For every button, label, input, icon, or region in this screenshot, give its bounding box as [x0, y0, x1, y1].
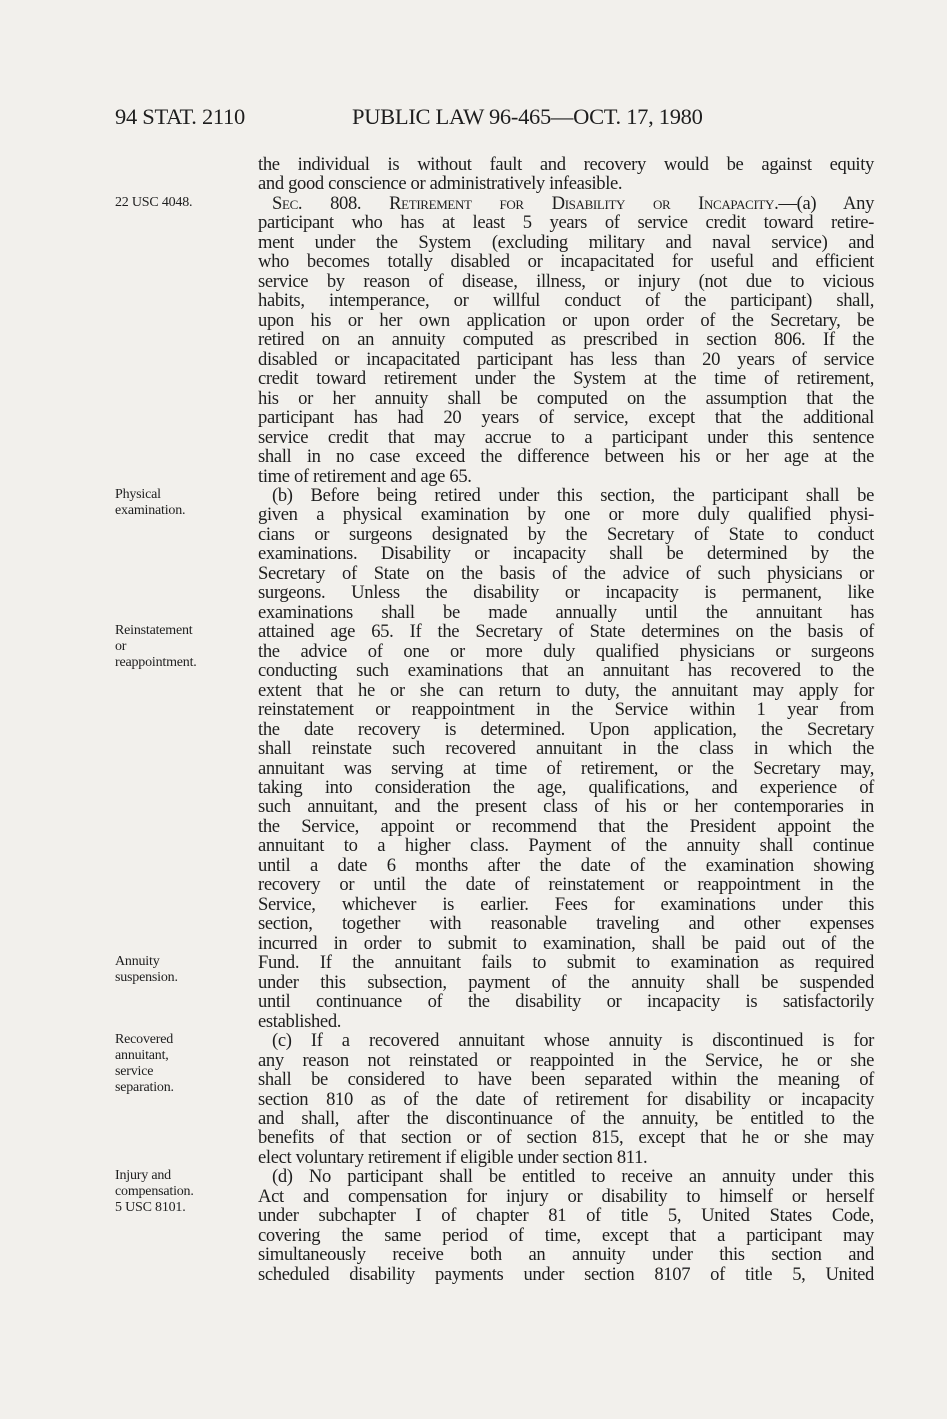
text-line: shall in no case exceed the difference between his or her age at the — [258, 446, 874, 468]
text-line: covering the same period of time, except that a participant may — [258, 1224, 874, 1246]
margin-note-line: 22 USC 4048. — [115, 194, 193, 210]
text-line: conducting such examinations that an annuitant has recovered to the — [258, 660, 874, 682]
margin-note-line: reappointment. — [115, 654, 197, 670]
text-line: under subchapter I of chapter 81 of title 5, United States Code, — [258, 1205, 874, 1227]
text-line: incurred in order to submit to examination, shall be paid out of the — [258, 932, 874, 954]
text-line: and good conscience or administratively infeasible. — [258, 173, 623, 195]
text-line: ment under the System (excluding military and naval service) and — [258, 231, 874, 253]
text-line: shall reinstate such recovered annuitant in the class in which the — [258, 738, 874, 760]
running-header: PUBLIC LAW 96-465—OCT. 17, 1980 — [352, 104, 703, 129]
text-line: who becomes totally disabled or incapacitated for useful and efficient — [258, 251, 874, 273]
margin-note — [115, 623, 197, 670]
text-line: participant who has at least 5 years of service credit toward retire- — [258, 212, 874, 234]
text-line: retired on an annuity computed as prescribed in section 806. If the — [258, 329, 874, 351]
text-line: (c) If a recovered annuitant whose annuity is discontinued is for — [272, 1030, 874, 1052]
text-line: annuitant to a higher class. Payment of the annuity shall continue — [258, 835, 874, 857]
margin-note-line: suspension. — [115, 970, 178, 986]
text-line: reinstatement or reappointment in the Service within 1 year from — [258, 699, 874, 721]
text-line: section, together with reasonable traveling and other expenses — [258, 913, 874, 935]
margin-note-line: compensation. — [115, 1184, 194, 1200]
margin-note-line: examination. — [115, 502, 186, 518]
text-line: elect voluntary retirement if eligible under section 811. — [258, 1146, 648, 1168]
margin-note-line: annuitant, — [115, 1047, 169, 1063]
text-line: cians or surgeons designated by the Secretary of State to conduct — [258, 523, 874, 545]
text-line: Secretary of State on the basis of the advice of such physicians or — [258, 562, 874, 584]
text-line: simultaneously receive both an annuity under this section and — [258, 1244, 874, 1266]
text-line: benefits of that section or of section 815, except that he or she may — [258, 1127, 874, 1149]
text-line: participant has had 20 years of service, except that the additional — [258, 407, 874, 429]
text-line: section 810 as of the date of retirement for disability or incapacity — [258, 1088, 874, 1110]
text-line: time of retirement and age 65. — [258, 465, 472, 487]
text-line: Act and compensation for injury or disability to himself or herself — [258, 1185, 874, 1207]
text-line: given a physical examination by one or more duly qualified physi- — [258, 504, 874, 526]
text-line: (b) Before being retired under this section, the participant shall be — [272, 484, 874, 506]
page-number: 94 STAT. 2110 — [115, 104, 245, 129]
margin-note-line: separation. — [115, 1079, 174, 1095]
statute-body — [258, 155, 874, 1284]
text-line: taking into consideration the age, qualifications, and experience of — [258, 777, 874, 798]
text-line: disabled or incapacitated participant has less than 20 years of service — [258, 348, 874, 370]
margin-note — [115, 1032, 174, 1095]
text-line: examinations shall be made annually until the annuitant has — [258, 601, 874, 623]
text-line: (d) No participant shall be entitled to receive an annuity under this — [272, 1166, 874, 1188]
text-line: credit toward retirement under the System at the time of retirement, — [258, 368, 874, 390]
text-line: upon his or her own application or upon order of the Secretary, be — [258, 309, 874, 331]
margin-note-line: service — [115, 1063, 154, 1079]
text-line: habits, intemperance, or willful conduct of the participant) shall, — [258, 290, 874, 312]
text-line: until a date 6 months after the date of the examination showing — [258, 854, 874, 876]
text-line: service by reason of disease, illness, or injury (not due to vicious — [258, 270, 874, 292]
text-line: examinations. Disability or incapacity shall be determined by the — [258, 543, 874, 565]
text-line: attained age 65. If the Secretary of State determines on the basis of — [258, 621, 874, 643]
text-line: shall be considered to have been separated within the meaning of — [258, 1069, 874, 1091]
section-title: Retirement for Disability or Incapacity — [389, 192, 775, 214]
margin-note-line: or — [115, 639, 127, 655]
margin-note — [115, 954, 178, 986]
text-line: the date recovery is determined. Upon application, the Secretary — [258, 718, 874, 740]
margin-note-line: Injury and — [115, 1168, 171, 1184]
text-line: under this subsection, payment of the annuity shall be suspended — [258, 971, 874, 993]
text-line: the advice of one or more duly qualified physicians or surgeons — [258, 640, 874, 662]
text-line: scheduled disability payments under section 8107 of title 5, United — [258, 1263, 874, 1285]
margin-note-line: Physical — [115, 486, 161, 502]
text-line: until continuance of the disability or incapacity is satisfactorily — [258, 991, 874, 1013]
margin-note — [115, 1168, 194, 1215]
text-line: his or her annuity shall be computed on the assumption that the — [258, 387, 874, 409]
text-line: surgeons. Unless the disability or incapacity is permanent, like — [258, 582, 874, 604]
text-line: the individual is without fault and recovery would be against equity — [258, 154, 874, 175]
margin-note — [115, 487, 185, 519]
margin-note — [115, 195, 192, 211]
text-line: service credit that may accrue to a participant under this sentence — [258, 426, 874, 448]
text-line: annuitant was serving at time of retirement, or the Secretary may, — [258, 757, 874, 779]
margin-note-line: 5 USC 8101. — [115, 1200, 186, 1216]
text-line: recovery or until the date of reinstatement or reappointment in the — [258, 874, 874, 896]
text-line: such annuitant, and the present class of his or her contemporaries in — [258, 796, 874, 818]
section-subsection-start: .—(a) Any — [774, 192, 875, 214]
margin-note-line: Annuity — [115, 954, 160, 970]
text-line: established. — [258, 1010, 342, 1032]
text-line: extent that he or she can return to duty, the annuitant may apply for — [258, 679, 874, 701]
text-line: Service, whichever is earlier. Fees for examinations under this — [258, 893, 874, 915]
text-line: Fund. If the annuitant fails to submit to examination as required — [258, 952, 874, 974]
section-number: Sec. 808. — [272, 192, 362, 214]
margin-note-line: Reinstatement — [115, 623, 193, 639]
text-line: and shall, after the discontinuance of the annuity, be entitled to the — [258, 1107, 874, 1129]
text-line: the Service, appoint or recommend that the President appoint the — [258, 815, 874, 837]
text-line: any reason not reinstated or reappointed in the Service, he or she — [258, 1049, 874, 1071]
text-line — [258, 194, 874, 213]
margin-note-line: Recovered — [115, 1032, 174, 1048]
